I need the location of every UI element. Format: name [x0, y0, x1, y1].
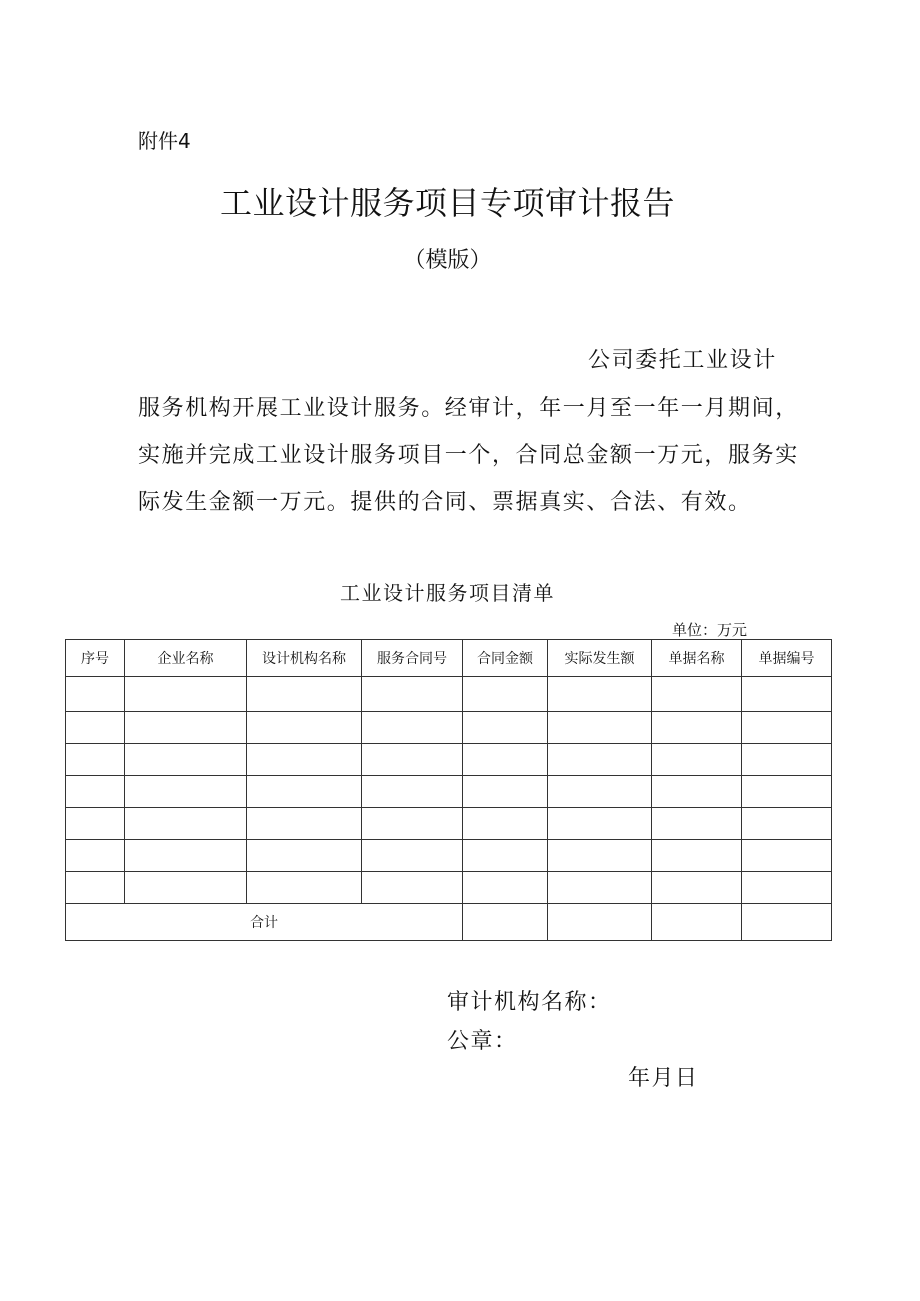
unit-label: 单位：万元	[672, 621, 748, 639]
table-cell	[652, 808, 742, 840]
table-cell	[247, 872, 362, 904]
table-cell	[463, 840, 548, 872]
table-cell	[463, 872, 548, 904]
table-cell	[548, 808, 652, 840]
table-row	[66, 677, 832, 712]
table-cell	[548, 744, 652, 776]
table-cell	[652, 776, 742, 808]
table-cell	[742, 840, 832, 872]
table-cell	[362, 808, 463, 840]
column-header: 合同金额	[463, 640, 548, 677]
table-cell	[548, 776, 652, 808]
column-header: 单据名称	[652, 640, 742, 677]
table-cell	[247, 840, 362, 872]
table-cell	[247, 712, 362, 744]
table-cell	[125, 677, 247, 712]
table-cell	[463, 776, 548, 808]
total-actual-amount	[548, 904, 652, 941]
column-header: 实际发生额	[548, 640, 652, 677]
table-cell	[66, 840, 125, 872]
body-line-4: 际发生金额一万元。提供的合同、票据真实、合法、有效。	[138, 490, 752, 515]
table-cell	[247, 677, 362, 712]
table-cell	[66, 808, 125, 840]
table-row	[66, 744, 832, 776]
table-cell	[652, 712, 742, 744]
column-header: 服务合同号	[362, 640, 463, 677]
table-cell	[548, 677, 652, 712]
total-contract-amount	[463, 904, 548, 941]
column-header: 设计机构名称	[247, 640, 362, 677]
table-cell	[125, 776, 247, 808]
table-cell	[652, 872, 742, 904]
body-line-2: 服务机构开展工业设计服务。经审计，年一月至一年一月期间，	[138, 396, 799, 421]
table-cell	[742, 712, 832, 744]
body-line-1: 公司委托工业设计	[588, 348, 777, 373]
table-cell	[66, 744, 125, 776]
table-cell	[548, 872, 652, 904]
date-label: 年月日	[628, 1066, 699, 1091]
table-cell	[742, 776, 832, 808]
table-cell	[247, 776, 362, 808]
table-cell	[362, 744, 463, 776]
total-label: 合计	[66, 904, 463, 941]
table-cell	[125, 744, 247, 776]
attachment-label: 附件4	[138, 129, 191, 153]
table-row	[66, 840, 832, 872]
document-title: 工业设计服务项目专项审计报告	[219, 184, 675, 222]
table-row	[66, 808, 832, 840]
table-cell	[652, 677, 742, 712]
project-list-table	[65, 639, 832, 941]
table-total-row	[66, 904, 832, 941]
total-receipt-number	[742, 904, 832, 941]
table-cell	[548, 712, 652, 744]
table-cell	[742, 677, 832, 712]
table-cell	[362, 712, 463, 744]
table-cell	[463, 744, 548, 776]
table-cell	[652, 744, 742, 776]
table-cell	[362, 776, 463, 808]
table-cell	[463, 677, 548, 712]
table-cell	[652, 840, 742, 872]
table-cell	[66, 872, 125, 904]
document-subtitle: （模版）	[403, 248, 492, 273]
table-row	[66, 776, 832, 808]
table-cell	[125, 712, 247, 744]
table-cell	[463, 808, 548, 840]
table-header-row	[66, 640, 832, 677]
table-row	[66, 712, 832, 744]
table-cell	[362, 677, 463, 712]
table-cell	[125, 840, 247, 872]
list-title: 工业设计服务项目清单	[340, 581, 555, 605]
table-cell	[247, 808, 362, 840]
table-cell	[742, 808, 832, 840]
column-header: 单据编号	[742, 640, 832, 677]
table-cell	[548, 840, 652, 872]
table-cell	[742, 872, 832, 904]
table-cell	[125, 808, 247, 840]
table-cell	[66, 776, 125, 808]
table-cell	[463, 712, 548, 744]
table-cell	[66, 677, 125, 712]
table-row	[66, 872, 832, 904]
total-receipt-name	[652, 904, 742, 941]
table-cell	[362, 872, 463, 904]
table-cell	[362, 840, 463, 872]
table-cell	[66, 712, 125, 744]
column-header: 企业名称	[125, 640, 247, 677]
body-line-3: 实施并完成工业设计服务项目一个，合同总金额一万元，服务实	[138, 443, 799, 468]
column-header: 序号	[66, 640, 125, 677]
table-cell	[742, 744, 832, 776]
seal-label: 公章：	[447, 1029, 518, 1054]
table-cell	[125, 872, 247, 904]
table-cell	[247, 744, 362, 776]
audit-org-label: 审计机构名称：	[447, 990, 612, 1015]
